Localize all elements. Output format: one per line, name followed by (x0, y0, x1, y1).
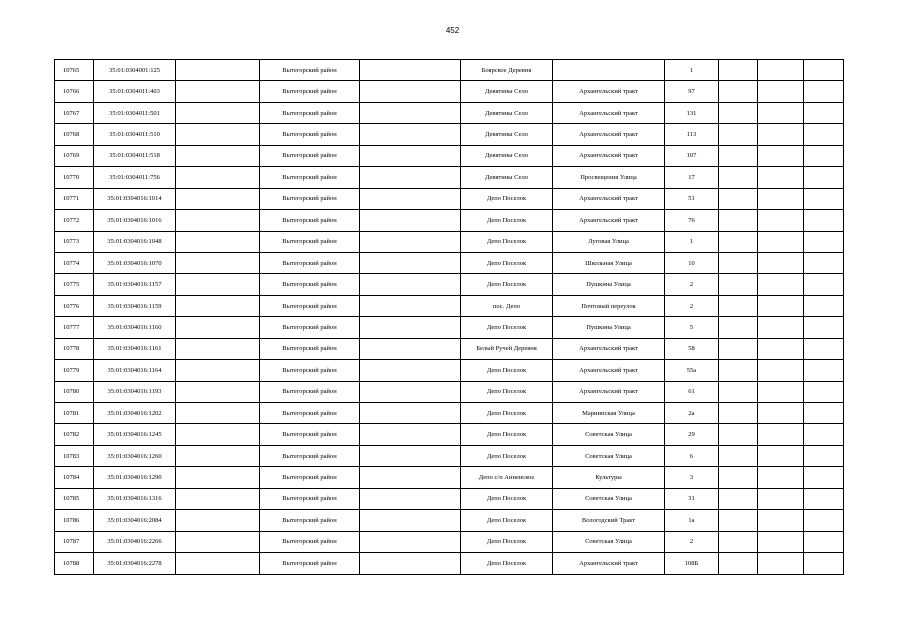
table-row (55, 81, 844, 102)
blank-cell-e (804, 467, 844, 488)
street-cell: Просвещения Улица (553, 167, 665, 188)
blank-cell-c (719, 145, 758, 166)
cadastral-number-cell: 35:01:0304016:2278 (94, 553, 176, 574)
table-row (55, 60, 844, 81)
settlement-cell: Депо Поселок (461, 188, 553, 209)
blank-cell-c (719, 424, 758, 445)
house-number-cell: 55а (665, 360, 719, 381)
blank-cell-e (804, 445, 844, 466)
row-number-cell: 10783 (55, 445, 94, 466)
blank-cell-b (360, 60, 461, 81)
settlement-cell: пос. Депо (461, 295, 553, 316)
settlement-cell: Депо Поселок (461, 360, 553, 381)
blank-cell-c (719, 188, 758, 209)
row-number-cell: 10772 (55, 210, 94, 231)
blank-cell-b (360, 360, 461, 381)
blank-cell-b (360, 424, 461, 445)
street-cell: Советская Улица (553, 488, 665, 509)
blank-cell-b (360, 403, 461, 424)
blank-cell-c (719, 167, 758, 188)
blank-cell-b (360, 102, 461, 123)
blank-cell-e (804, 102, 844, 123)
blank-cell-b (360, 295, 461, 316)
blank-cell-a (176, 445, 260, 466)
district-cell: Вытегорский район (260, 360, 360, 381)
blank-cell-b (360, 231, 461, 252)
row-number-cell: 10770 (55, 167, 94, 188)
cadastral-number-cell: 35:01:0304016:1159 (94, 295, 176, 316)
cadastral-number-cell: 35:01:0304016:2266 (94, 531, 176, 552)
blank-cell-a (176, 381, 260, 402)
blank-cell-c (719, 445, 758, 466)
cadastral-number-cell: 35:01:0304011:518 (94, 145, 176, 166)
row-number-cell: 10781 (55, 403, 94, 424)
street-cell: Пушкина Улица (553, 317, 665, 338)
page-number: 452 (445, 26, 460, 35)
blank-cell-b (360, 338, 461, 359)
table-row (55, 445, 844, 466)
blank-cell-b (360, 553, 461, 574)
blank-cell-a (176, 403, 260, 424)
row-number-cell: 10779 (55, 360, 94, 381)
house-number-cell: 2 (665, 274, 719, 295)
district-cell: Вытегорский район (260, 510, 360, 531)
blank-cell-c (719, 381, 758, 402)
district-cell: Вытегорский район (260, 488, 360, 509)
table-row (55, 424, 844, 445)
blank-cell-a (176, 81, 260, 102)
table-row (55, 252, 844, 273)
blank-cell-a (176, 424, 260, 445)
table-row (55, 167, 844, 188)
district-cell: Вытегорский район (260, 102, 360, 123)
table-row (55, 274, 844, 295)
house-number-cell: 2а (665, 403, 719, 424)
district-cell: Вытегорский район (260, 60, 360, 81)
table-row (55, 381, 844, 402)
row-number-cell: 10787 (55, 531, 94, 552)
street-cell: Архангельский тракт (553, 124, 665, 145)
house-number-cell: 108Б (665, 553, 719, 574)
district-cell: Вытегорский район (260, 467, 360, 488)
blank-cell-a (176, 210, 260, 231)
district-cell: Вытегорский район (260, 124, 360, 145)
blank-cell-b (360, 381, 461, 402)
blank-cell-a (176, 124, 260, 145)
house-number-cell: 29 (665, 424, 719, 445)
blank-cell-d (758, 210, 804, 231)
house-number-cell: 107 (665, 145, 719, 166)
settlement-cell: Девятины Село (461, 145, 553, 166)
street-cell: Луговая Улица (553, 231, 665, 252)
blank-cell-a (176, 510, 260, 531)
house-number-cell: 97 (665, 81, 719, 102)
row-number-cell: 10773 (55, 231, 94, 252)
blank-cell-c (719, 510, 758, 531)
blank-cell-b (360, 210, 461, 231)
blank-cell-c (719, 531, 758, 552)
blank-cell-d (758, 488, 804, 509)
row-number-cell: 10785 (55, 488, 94, 509)
street-cell: Вологодский Тракт (553, 510, 665, 531)
row-number-cell: 10767 (55, 102, 94, 123)
table-row (55, 317, 844, 338)
street-cell: Советская Улица (553, 531, 665, 552)
blank-cell-a (176, 317, 260, 338)
cadastral-number-cell: 35:01:0304016:1048 (94, 231, 176, 252)
blank-cell-d (758, 124, 804, 145)
blank-cell-e (804, 60, 844, 81)
district-cell: Вытегорский район (260, 445, 360, 466)
blank-cell-a (176, 531, 260, 552)
street-cell: Архангельский тракт (553, 210, 665, 231)
settlement-cell: Депо Поселок (461, 531, 553, 552)
district-cell: Вытегорский район (260, 531, 360, 552)
blank-cell-c (719, 210, 758, 231)
blank-cell-b (360, 510, 461, 531)
row-number-cell: 10766 (55, 81, 94, 102)
blank-cell-d (758, 467, 804, 488)
blank-cell-a (176, 338, 260, 359)
blank-cell-c (719, 488, 758, 509)
blank-cell-d (758, 317, 804, 338)
street-cell: Архангельский тракт (553, 81, 665, 102)
row-number-cell: 10775 (55, 274, 94, 295)
district-cell: Вытегорский район (260, 252, 360, 273)
table-row (55, 488, 844, 509)
blank-cell-b (360, 488, 461, 509)
blank-cell-c (719, 60, 758, 81)
blank-cell-c (719, 360, 758, 381)
blank-cell-e (804, 231, 844, 252)
settlement-cell: Девятины Село (461, 167, 553, 188)
blank-cell-b (360, 167, 461, 188)
table-row (55, 403, 844, 424)
street-cell: Культуры (553, 467, 665, 488)
street-cell: Почтовый переулок (553, 295, 665, 316)
row-number-cell: 10776 (55, 295, 94, 316)
row-number-cell: 10788 (55, 553, 94, 574)
table-row (55, 231, 844, 252)
blank-cell-e (804, 338, 844, 359)
district-cell: Вытегорский район (260, 188, 360, 209)
settlement-cell: Депо Поселок (461, 424, 553, 445)
street-cell: Архангельский тракт (553, 553, 665, 574)
blank-cell-d (758, 445, 804, 466)
table-row (55, 553, 844, 574)
settlement-cell: Депо Поселок (461, 403, 553, 424)
blank-cell-e (804, 210, 844, 231)
blank-cell-c (719, 81, 758, 102)
settlement-cell: Депо Поселок (461, 252, 553, 273)
registry-rows (55, 60, 844, 575)
house-number-cell: 31 (665, 488, 719, 509)
blank-cell-e (804, 188, 844, 209)
cadastral-number-cell: 35:01:0304016:1202 (94, 403, 176, 424)
district-cell: Вытегорский район (260, 231, 360, 252)
blank-cell-d (758, 295, 804, 316)
blank-cell-c (719, 295, 758, 316)
settlement-cell: Депо Поселок (461, 553, 553, 574)
blank-cell-c (719, 102, 758, 123)
blank-cell-d (758, 145, 804, 166)
blank-cell-a (176, 60, 260, 81)
cadastral-number-cell: 35:01:0304016:1316 (94, 488, 176, 509)
settlement-cell: Депо Поселок (461, 231, 553, 252)
settlement-cell: Депо Поселок (461, 317, 553, 338)
table-row (55, 295, 844, 316)
house-number-cell: 5 (665, 317, 719, 338)
blank-cell-d (758, 231, 804, 252)
blank-cell-b (360, 81, 461, 102)
blank-cell-d (758, 274, 804, 295)
blank-cell-b (360, 145, 461, 166)
blank-cell-b (360, 445, 461, 466)
settlement-cell: Депо Поселок (461, 488, 553, 509)
district-cell: Вытегорский район (260, 145, 360, 166)
row-number-cell: 10777 (55, 317, 94, 338)
cadastral-number-cell: 35:01:0304011:756 (94, 167, 176, 188)
blank-cell-d (758, 424, 804, 445)
cadastral-number-cell: 35:01:0304016:1014 (94, 188, 176, 209)
table-row (55, 531, 844, 552)
house-number-cell: 1 (665, 60, 719, 81)
blank-cell-e (804, 403, 844, 424)
blank-cell-a (176, 231, 260, 252)
house-number-cell: 1а (665, 510, 719, 531)
blank-cell-d (758, 381, 804, 402)
house-number-cell: 76 (665, 210, 719, 231)
cadastral-number-cell: 35:01:0304016:1260 (94, 445, 176, 466)
table-row (55, 360, 844, 381)
district-cell: Вытегорский район (260, 403, 360, 424)
street-cell: Советская Улица (553, 424, 665, 445)
blank-cell-b (360, 467, 461, 488)
settlement-cell: Девятины Село (461, 81, 553, 102)
blank-cell-d (758, 531, 804, 552)
house-number-cell: 10 (665, 252, 719, 273)
cadastral-number-cell: 35:01:0304016:1164 (94, 360, 176, 381)
street-cell: Архангельский тракт (553, 188, 665, 209)
blank-cell-d (758, 188, 804, 209)
registry-table (54, 59, 844, 575)
row-number-cell: 10769 (55, 145, 94, 166)
blank-cell-a (176, 360, 260, 381)
cadastral-number-cell: 35:01:0304001:125 (94, 60, 176, 81)
blank-cell-b (360, 274, 461, 295)
row-number-cell: 10782 (55, 424, 94, 445)
blank-cell-d (758, 252, 804, 273)
blank-cell-e (804, 252, 844, 273)
cadastral-number-cell: 35:01:0304011:501 (94, 102, 176, 123)
blank-cell-c (719, 338, 758, 359)
cadastral-number-cell: 35:01:0304016:1157 (94, 274, 176, 295)
cadastral-number-cell: 35:01:0304016:1160 (94, 317, 176, 338)
settlement-cell: Депо Поселок (461, 381, 553, 402)
settlement-cell: Белый Ручей Деревня (461, 338, 553, 359)
settlement-cell: Депо Поселок (461, 445, 553, 466)
blank-cell-e (804, 124, 844, 145)
blank-cell-d (758, 338, 804, 359)
blank-cell-c (719, 252, 758, 273)
table-row (55, 102, 844, 123)
blank-cell-a (176, 167, 260, 188)
settlement-cell: Девятины Село (461, 124, 553, 145)
blank-cell-c (719, 274, 758, 295)
house-number-cell: 2 (665, 531, 719, 552)
table-row (55, 145, 844, 166)
blank-cell-e (804, 295, 844, 316)
blank-cell-d (758, 102, 804, 123)
blank-cell-e (804, 510, 844, 531)
settlement-cell: Боярское Деревня (461, 60, 553, 81)
cadastral-number-cell: 35:01:0304016:1245 (94, 424, 176, 445)
house-number-cell: 51 (665, 188, 719, 209)
table-row (55, 124, 844, 145)
blank-cell-e (804, 488, 844, 509)
settlement-cell: Депо с/п Анненское (461, 467, 553, 488)
blank-cell-a (176, 145, 260, 166)
cadastral-number-cell: 35:01:0304016:1161 (94, 338, 176, 359)
house-number-cell: 17 (665, 167, 719, 188)
blank-cell-a (176, 102, 260, 123)
blank-cell-d (758, 403, 804, 424)
district-cell: Вытегорский район (260, 210, 360, 231)
blank-cell-c (719, 467, 758, 488)
blank-cell-b (360, 124, 461, 145)
street-cell: Мариинская Улица (553, 403, 665, 424)
row-number-cell: 10765 (55, 60, 94, 81)
row-number-cell: 10774 (55, 252, 94, 273)
blank-cell-b (360, 531, 461, 552)
house-number-cell: 131 (665, 102, 719, 123)
row-number-cell: 10768 (55, 124, 94, 145)
blank-cell-a (176, 188, 260, 209)
blank-cell-c (719, 317, 758, 338)
cadastral-number-cell: 35:01:0304011:403 (94, 81, 176, 102)
blank-cell-a (176, 553, 260, 574)
settlement-cell: Депо Поселок (461, 510, 553, 531)
blank-cell-a (176, 467, 260, 488)
blank-cell-e (804, 424, 844, 445)
blank-cell-c (719, 124, 758, 145)
table-row (55, 188, 844, 209)
street-cell: Архангельский тракт (553, 102, 665, 123)
blank-cell-b (360, 252, 461, 273)
blank-cell-e (804, 360, 844, 381)
blank-cell-c (719, 403, 758, 424)
street-cell (553, 60, 665, 81)
blank-cell-d (758, 360, 804, 381)
table-row (55, 467, 844, 488)
cadastral-number-cell: 35:01:0304016:2084 (94, 510, 176, 531)
district-cell: Вытегорский район (260, 274, 360, 295)
street-cell: Советская Улица (553, 445, 665, 466)
blank-cell-c (719, 553, 758, 574)
street-cell: Школьная Улица (553, 252, 665, 273)
house-number-cell: 2 (665, 295, 719, 316)
table-row (55, 510, 844, 531)
street-cell: Архангельский тракт (553, 338, 665, 359)
row-number-cell: 10778 (55, 338, 94, 359)
table-row (55, 338, 844, 359)
street-cell: Архангельский тракт (553, 381, 665, 402)
blank-cell-d (758, 553, 804, 574)
blank-cell-e (804, 553, 844, 574)
blank-cell-a (176, 488, 260, 509)
blank-cell-d (758, 60, 804, 81)
blank-cell-e (804, 81, 844, 102)
district-cell: Вытегорский район (260, 424, 360, 445)
blank-cell-d (758, 510, 804, 531)
blank-cell-b (360, 317, 461, 338)
house-number-cell: 113 (665, 124, 719, 145)
table-row (55, 210, 844, 231)
row-number-cell: 10780 (55, 381, 94, 402)
cadastral-number-cell: 35:01:0304016:1290 (94, 467, 176, 488)
blank-cell-e (804, 317, 844, 338)
blank-cell-e (804, 167, 844, 188)
row-number-cell: 10786 (55, 510, 94, 531)
district-cell: Вытегорский район (260, 317, 360, 338)
house-number-cell: 3 (665, 467, 719, 488)
blank-cell-e (804, 145, 844, 166)
cadastral-number-cell: 35:01:0304016:1016 (94, 210, 176, 231)
district-cell: Вытегорский район (260, 295, 360, 316)
house-number-cell: 61 (665, 381, 719, 402)
district-cell: Вытегорский район (260, 338, 360, 359)
blank-cell-e (804, 381, 844, 402)
settlement-cell: Депо Поселок (461, 274, 553, 295)
settlement-cell: Девятины Село (461, 102, 553, 123)
settlement-cell: Депо Поселок (461, 210, 553, 231)
blank-cell-c (719, 231, 758, 252)
street-cell: Архангельский тракт (553, 145, 665, 166)
row-number-cell: 10771 (55, 188, 94, 209)
district-cell: Вытегорский район (260, 167, 360, 188)
house-number-cell: 1 (665, 231, 719, 252)
street-cell: Архангельский тракт (553, 360, 665, 381)
house-number-cell: 58 (665, 338, 719, 359)
house-number-cell: 6 (665, 445, 719, 466)
blank-cell-a (176, 295, 260, 316)
street-cell: Пушкина Улица (553, 274, 665, 295)
blank-cell-e (804, 274, 844, 295)
blank-cell-a (176, 274, 260, 295)
blank-cell-e (804, 531, 844, 552)
cadastral-number-cell: 35:01:0304011:510 (94, 124, 176, 145)
district-cell: Вытегорский район (260, 381, 360, 402)
district-cell: Вытегорский район (260, 553, 360, 574)
blank-cell-d (758, 81, 804, 102)
row-number-cell: 10784 (55, 467, 94, 488)
blank-cell-d (758, 167, 804, 188)
district-cell: Вытегорский район (260, 81, 360, 102)
blank-cell-b (360, 188, 461, 209)
cadastral-number-cell: 35:01:0304016:1070 (94, 252, 176, 273)
cadastral-number-cell: 35:01:0304016:1193 (94, 381, 176, 402)
blank-cell-a (176, 252, 260, 273)
